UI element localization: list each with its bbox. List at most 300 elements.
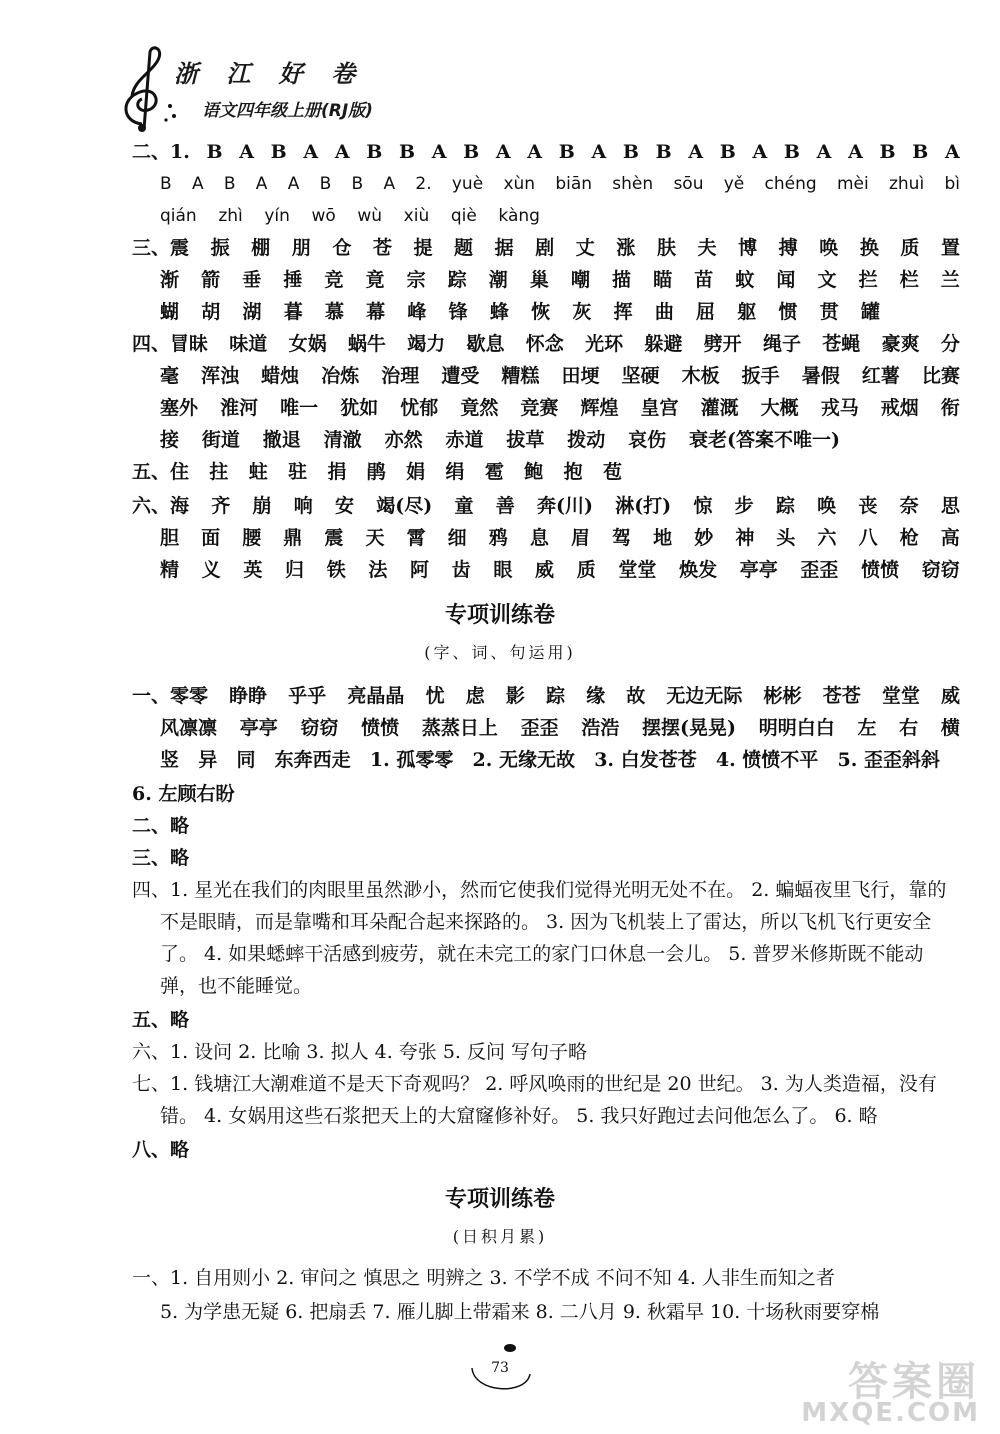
answer-token: 蜡烛 (261, 365, 300, 387)
answer-token: 峰 (407, 301, 427, 323)
answer-token: A (591, 141, 607, 163)
answer-token: 善 (495, 495, 515, 517)
answer-line (132, 490, 960, 522)
answer-token: 异 (198, 749, 218, 771)
answer-token: 亮晶晶 (347, 685, 405, 707)
answer-token: 大概 (760, 397, 799, 419)
answer-token: 安 (335, 495, 355, 517)
answer-token: A (495, 141, 511, 163)
answer-token: 唯一 (280, 397, 319, 419)
answer-token: 东奔西走 (274, 749, 351, 771)
answer-token: 竞 (324, 269, 344, 291)
answer-line (160, 392, 960, 424)
answer-line: 不是眼睛，而是靠嘴和耳朵配合起来探路的。 3. 因为飞机装上了雷达，所以飞机飞行更安全 (160, 911, 932, 933)
section-subtitle: (字、词、句运用) (424, 643, 576, 662)
answer-token: 细 (447, 527, 467, 549)
answer-line: 七、1. 钱塘江大潮难道不是天下奇观吗？ 2. 呼风唤雨的世纪是 20 世纪。 3. 为人类造福，没有 (132, 1073, 937, 1095)
answer-token: 唤 (817, 495, 837, 517)
answer-token: 换 (859, 237, 879, 259)
answer-token: 分 (940, 333, 960, 355)
answer-token: 皇宫 (640, 397, 679, 419)
answer-token: 遭受 (441, 365, 480, 387)
answer-token: 振 (210, 237, 230, 259)
answer-token: 惊 (693, 495, 713, 517)
answer-token: 摆摆(晃晃) (642, 717, 737, 739)
answer-token: 竟然 (460, 397, 499, 419)
watermark-url: MXQE.COM (801, 1398, 980, 1428)
answer-line (160, 296, 880, 328)
answer-line (132, 680, 960, 712)
answer-token: B (558, 141, 575, 163)
answer-token: 铁 (326, 559, 346, 581)
answer-token: bì (944, 174, 960, 194)
answer-token: 拄 (209, 461, 229, 483)
answer-token: 胆 (160, 527, 180, 549)
answer-token: 竟 (365, 269, 385, 291)
answer-token: 衰老(答案不唯一) (689, 429, 840, 451)
answer-token: wù (357, 206, 383, 226)
answer-token: B (783, 141, 800, 163)
answer-token: 霄 (406, 527, 426, 549)
answer-token: 八 (858, 527, 878, 549)
answer-token: 鼎 (283, 527, 303, 549)
answer-token: yín (264, 206, 290, 226)
answer-token: 鲍 (524, 461, 544, 483)
answer-token: A (239, 141, 254, 163)
answer-line (132, 456, 622, 488)
answer-token: 涨 (616, 237, 636, 259)
answer-token: 剧 (535, 237, 555, 259)
answer-token: 齐 (211, 495, 231, 517)
answer-token: 戒烟 (880, 397, 919, 419)
answer-token: 苞 (602, 461, 622, 483)
answer-token: 歪歪 (520, 717, 559, 739)
answer-token: 胡 (201, 301, 221, 323)
answer-token: 故 (626, 685, 646, 707)
answer-token: B (398, 141, 416, 163)
answer-token: 妙 (694, 527, 714, 549)
answer-line (160, 200, 540, 232)
answer-token: 威 (535, 559, 555, 581)
answer-token: 风凛凛 (160, 717, 218, 739)
answer-token: 博 (738, 237, 758, 259)
answer-token: 竭(尽) (376, 495, 433, 517)
brand-title: 浙 江 好 卷 (174, 59, 366, 88)
answer-token: 法 (368, 559, 388, 581)
answer-token: 木板 (681, 365, 720, 387)
answer-token: 眉 (570, 527, 590, 549)
answer-token: 头 (776, 527, 796, 549)
answer-line: 一、1. 自用则小 2. 审问之 慎思之 明辨之 3. 不学不成 不问不知 4. 人非生而知之者 (132, 1267, 835, 1289)
answer-token: 踪 (545, 685, 565, 707)
answer-token: 文 (817, 269, 837, 291)
answer-token: 绢 (445, 461, 465, 483)
answer-token: 撤退 (262, 429, 301, 451)
section-title: 专项训练卷 (444, 602, 555, 628)
answer-token: 毫 (160, 365, 180, 387)
answer-token: 忧 (425, 685, 445, 707)
answer-token: 比赛 (921, 365, 960, 387)
answer-token: 二、1. (132, 141, 190, 163)
answer-token: 幕 (366, 301, 386, 323)
answer-token: 2. (415, 174, 432, 194)
answer-token: B (879, 141, 896, 163)
answer-token: 蛀 (248, 461, 268, 483)
answer-line: 三、略 (132, 847, 190, 869)
answer-token: 3. 白发苍苍 (594, 749, 697, 771)
answer-token: xiù (403, 206, 430, 226)
answer-token: B (351, 174, 364, 194)
answer-token: 衔 (940, 397, 960, 419)
book-subtitle: 语文四年级上册(RJ版) (202, 101, 373, 121)
answer-token: 豪爽 (881, 333, 920, 355)
answer-token: sōu (673, 174, 704, 194)
answer-token: A (848, 141, 863, 163)
answer-token: 奔(川) (536, 495, 593, 517)
answer-line (160, 424, 840, 456)
answer-token: 红薯 (861, 365, 900, 387)
answer-token: 震 (324, 527, 344, 549)
answer-line: 六、1. 设问 2. 比喻 3. 拟人 4. 夸张 5. 反问 写句子略 (132, 1041, 588, 1063)
answer-token: 2. 无缘无故 (472, 749, 575, 771)
answer-token: B (319, 174, 332, 194)
answer-token: 拦 (858, 269, 878, 291)
answer-token: B (622, 141, 639, 163)
answer-token: 亭亭 (739, 559, 778, 581)
answer-token: 竞赛 (520, 397, 559, 419)
answer-token: 淮河 (220, 397, 259, 419)
answer-token: 竖 (160, 749, 180, 771)
answer-token: 赤道 (445, 429, 484, 451)
answer-line: 八、略 (132, 1139, 190, 1161)
answer-token: 抱 (563, 461, 583, 483)
answer-token: 崩 (252, 495, 272, 517)
answer-token: 腰 (242, 527, 262, 549)
answer-token: 驻 (288, 461, 308, 483)
answer-token: zhuì (888, 174, 925, 194)
answer-token: 屈 (696, 301, 716, 323)
answer-token: 戎马 (820, 397, 859, 419)
answer-token: 童 (454, 495, 474, 517)
answer-token: 锋 (448, 301, 468, 323)
answer-token: 无边无际 (666, 685, 743, 707)
answer-line (160, 264, 960, 296)
answer-token: 唤 (819, 237, 839, 259)
answer-token: 瞄 (653, 269, 673, 291)
watermark-logo-text: 答案圈 (848, 1359, 980, 1405)
answer-token: 焕发 (679, 559, 718, 581)
answer-token: 影 (505, 685, 525, 707)
answer-token: 踪 (447, 269, 467, 291)
answer-token: 坚硬 (621, 365, 660, 387)
answer-token: A (688, 141, 704, 163)
answer-token: 5. 歪歪斜斜 (837, 749, 940, 771)
answer-token: 同 (236, 749, 256, 771)
answer-token: 湖 (242, 301, 262, 323)
answer-token: 蒸蒸日上 (421, 717, 498, 739)
answer-token: 愤愤 (861, 559, 900, 581)
answer-token: 响 (293, 495, 313, 517)
answer-token: 仓 (332, 237, 352, 259)
answer-token: 罐 (860, 301, 880, 323)
answer-token: B (270, 141, 287, 163)
answer-token: 神 (735, 527, 755, 549)
answer-token: A (944, 141, 960, 163)
answer-token: 慕 (324, 301, 344, 323)
answer-token: 恢 (531, 301, 551, 323)
answer-token: 苍蝇 (822, 333, 861, 355)
section-title: 专项训练卷 (444, 1186, 555, 1212)
answer-token: 治理 (381, 365, 420, 387)
answer-token: A (334, 141, 350, 163)
answer-token: 捶 (283, 269, 303, 291)
answer-token: yě (723, 174, 745, 194)
answer-token: 睁睁 (229, 685, 268, 707)
answer-token: xùn (503, 174, 536, 194)
answer-token: 描 (612, 269, 632, 291)
answer-token: 潮 (488, 269, 508, 291)
treble-clef-icon (112, 44, 182, 134)
answer-token: 题 (454, 237, 474, 259)
answer-token: qián (160, 206, 197, 226)
answer-token: 闻 (776, 269, 796, 291)
watermark (750, 1350, 980, 1430)
answer-token: 驾 (612, 527, 632, 549)
answer-token: 归 (285, 559, 305, 581)
answer-token: 暮 (283, 301, 303, 323)
answer-token: A (255, 174, 268, 194)
answer-token: wō (311, 206, 336, 226)
answer-token: 提 (413, 237, 433, 259)
header (112, 44, 432, 134)
answer-token: 六 (817, 527, 837, 549)
answer-token: 肤 (656, 237, 676, 259)
answer-token: 眼 (493, 559, 513, 581)
answer-token: 质 (576, 559, 596, 581)
answer-token: 宗 (406, 269, 426, 291)
answer-token: 丧 (858, 495, 878, 517)
answer-token: 浩浩 (581, 717, 620, 739)
answer-token: 右 (899, 717, 919, 739)
answer-token: 歪歪 (800, 559, 839, 581)
answer-token: 堂堂 (881, 685, 920, 707)
answer-token: 息 (529, 527, 549, 549)
answer-token: 丈 (575, 237, 595, 259)
page-number (460, 1338, 540, 1408)
answer-token: 高 (940, 527, 960, 549)
answer-token: 灌溉 (700, 397, 739, 419)
answer-token: chéng (764, 174, 817, 194)
answer-token: A (527, 141, 543, 163)
answer-token: 4. 愤愤不平 (715, 749, 819, 771)
answer-token: 堂堂 (618, 559, 657, 581)
answer-token: 灰 (572, 301, 592, 323)
answer-token: 1. 孤零零 (369, 749, 454, 771)
answer-token: 五、住 (132, 461, 190, 483)
answer-token: 地 (653, 527, 673, 549)
answer-token: 精 (160, 559, 180, 581)
answer-token: 鹃 (366, 461, 386, 483)
answer-token: 据 (494, 237, 514, 259)
answer-token: B (655, 141, 672, 163)
answer-token: B (912, 141, 929, 163)
answer-token: B (223, 174, 236, 194)
answer-token: 犹如 (340, 397, 379, 419)
answer-line: 5. 为学患无疑 6. 把扇丢 7. 雁儿脚上带霜来 8. 二八月 9. 秋霜早 10. 十场秋雨要穿棉 (160, 1301, 880, 1323)
answer-token: 步 (734, 495, 754, 517)
answer-token: 忧郁 (400, 397, 439, 419)
answer-token: 躲避 (644, 333, 683, 355)
answer-token: A (752, 141, 768, 163)
answer-token: 虑 (465, 685, 485, 707)
answer-token: 曲 (654, 301, 674, 323)
answer-line (160, 360, 960, 392)
answer-token: 亭亭 (239, 717, 278, 739)
answer-token: 苗 (694, 269, 714, 291)
answer-line: 了。 4. 如果蟋蟀干活感到疲劳，就在未完工的家门口休息一会儿。 5. 普罗米修斯既不能动 (160, 943, 924, 965)
answer-token: 质 (900, 237, 920, 259)
answer-token: 置 (940, 237, 960, 259)
answer-token: 窃窃 (300, 717, 339, 739)
answer-token: 搏 (778, 237, 798, 259)
answer-token: B (719, 141, 736, 163)
answer-token: 箭 (201, 269, 221, 291)
answer-token: 愤愤 (361, 717, 400, 739)
answer-token: 一、零零 (132, 685, 209, 707)
answer-token: 鸦 (488, 527, 508, 549)
answer-token: 光环 (585, 333, 624, 355)
answer-token: B (463, 141, 480, 163)
answer-line: 错。 4. 女娲用这些石浆把天上的大窟窿修补好。 5. 我只好跑过去问他怎么了。 6. 略 (160, 1105, 878, 1127)
answer-token: A (431, 141, 447, 163)
answer-token: 挥 (613, 301, 633, 323)
answer-token: 拔草 (506, 429, 545, 451)
answer-token: 田埂 (561, 365, 600, 387)
answer-token: 浑浊 (201, 365, 240, 387)
answer-token: 蝴 (160, 301, 180, 323)
answer-token: 娟 (406, 461, 426, 483)
answer-token: kàng (498, 206, 540, 226)
answer-token: 苍 (372, 237, 392, 259)
answer-token: 威 (940, 685, 960, 707)
answer-token: A (191, 174, 204, 194)
answer-token: 捐 (327, 461, 347, 483)
answer-token: 夫 (697, 237, 717, 259)
answer-token: 惯 (778, 301, 798, 323)
answer-line (132, 136, 960, 168)
answer-token: zhì (218, 206, 243, 226)
answer-line (132, 232, 960, 264)
answer-token: mèi (836, 174, 869, 194)
answer-token: 栏 (899, 269, 919, 291)
answer-token: A (303, 141, 319, 163)
answer-token: 绳子 (762, 333, 801, 355)
answer-token: 味道 (229, 333, 268, 355)
answer-line: 弹，也不能睡觉。 (160, 975, 313, 997)
answer-token: 四、冒昧 (132, 333, 209, 355)
answer-token: A (383, 174, 396, 194)
answer-token: 兰 (940, 269, 960, 291)
answer-token: 竭力 (407, 333, 446, 355)
answer-line (160, 744, 940, 776)
answer-line (160, 522, 960, 554)
answer-token: 嘲 (570, 269, 590, 291)
answer-token: 哀伤 (628, 429, 667, 451)
answer-token: 苍苍 (822, 685, 861, 707)
answer-line: 6. 左顾右盼 (132, 783, 235, 805)
answer-token: 冶炼 (321, 365, 360, 387)
answer-token: 辉煌 (580, 397, 619, 419)
answer-line (132, 328, 960, 360)
answer-token: 思 (940, 495, 960, 517)
answer-token: yuè (451, 174, 484, 194)
answer-token: 踪 (775, 495, 795, 517)
answer-token: 糟糕 (501, 365, 540, 387)
answer-token: 左 (857, 717, 877, 739)
answer-token: 贯 (819, 301, 839, 323)
answer-line: 五、略 (132, 1009, 190, 1031)
answer-token: 六、海 (132, 495, 190, 517)
answer-token: 淋(打) (615, 495, 672, 517)
answer-line (160, 712, 960, 744)
answer-token: 亦然 (384, 429, 423, 451)
answer-token: 怀念 (525, 333, 564, 355)
page-number-text: 73 (491, 1360, 509, 1376)
answer-token: A (287, 174, 300, 194)
answer-token: 躯 (737, 301, 757, 323)
answer-token: 蚊 (735, 269, 755, 291)
answer-token: 阿 (410, 559, 430, 581)
answer-token: 渐 (160, 269, 180, 291)
answer-token: 接 (160, 429, 180, 451)
answer-token: qiè (450, 206, 477, 226)
answer-token: 窃窃 (921, 559, 960, 581)
answer-token: 面 (201, 527, 221, 549)
answer-line: 二、略 (132, 815, 190, 837)
answer-token: B (206, 141, 223, 163)
answer-token: 雹 (484, 461, 504, 483)
answer-token: 清澈 (323, 429, 362, 451)
answer-token: biān (555, 174, 593, 194)
answer-token: 巢 (529, 269, 549, 291)
section-subtitle: (日积月累) (452, 1227, 548, 1246)
answer-token: 英 (243, 559, 263, 581)
answer-token: 暑假 (801, 365, 840, 387)
answer-token: 彬彬 (763, 685, 802, 707)
answer-token: 朋 (291, 237, 311, 259)
answer-token: A (816, 141, 832, 163)
answer-token: 横 (940, 717, 960, 739)
answer-line (160, 554, 960, 586)
answer-token: 三、震 (132, 237, 190, 259)
answer-token: 塞外 (160, 397, 199, 419)
answer-token: 义 (201, 559, 221, 581)
answer-token: 拨动 (567, 429, 606, 451)
answer-token: 蜗牛 (347, 333, 386, 355)
answer-token: B (366, 141, 383, 163)
answer-token: 劈开 (703, 333, 742, 355)
answer-token: 女娲 (288, 333, 327, 355)
answer-token: 缘 (586, 685, 606, 707)
answer-token: 棚 (251, 237, 271, 259)
answer-token: 奈 (899, 495, 919, 517)
answer-token: 歇息 (466, 333, 505, 355)
answer-token: 枪 (899, 527, 919, 549)
answer-token: 天 (365, 527, 385, 549)
answer-token: 齿 (451, 559, 471, 581)
answer-token: 明明白白 (758, 717, 835, 739)
answer-token: 扳手 (741, 365, 780, 387)
